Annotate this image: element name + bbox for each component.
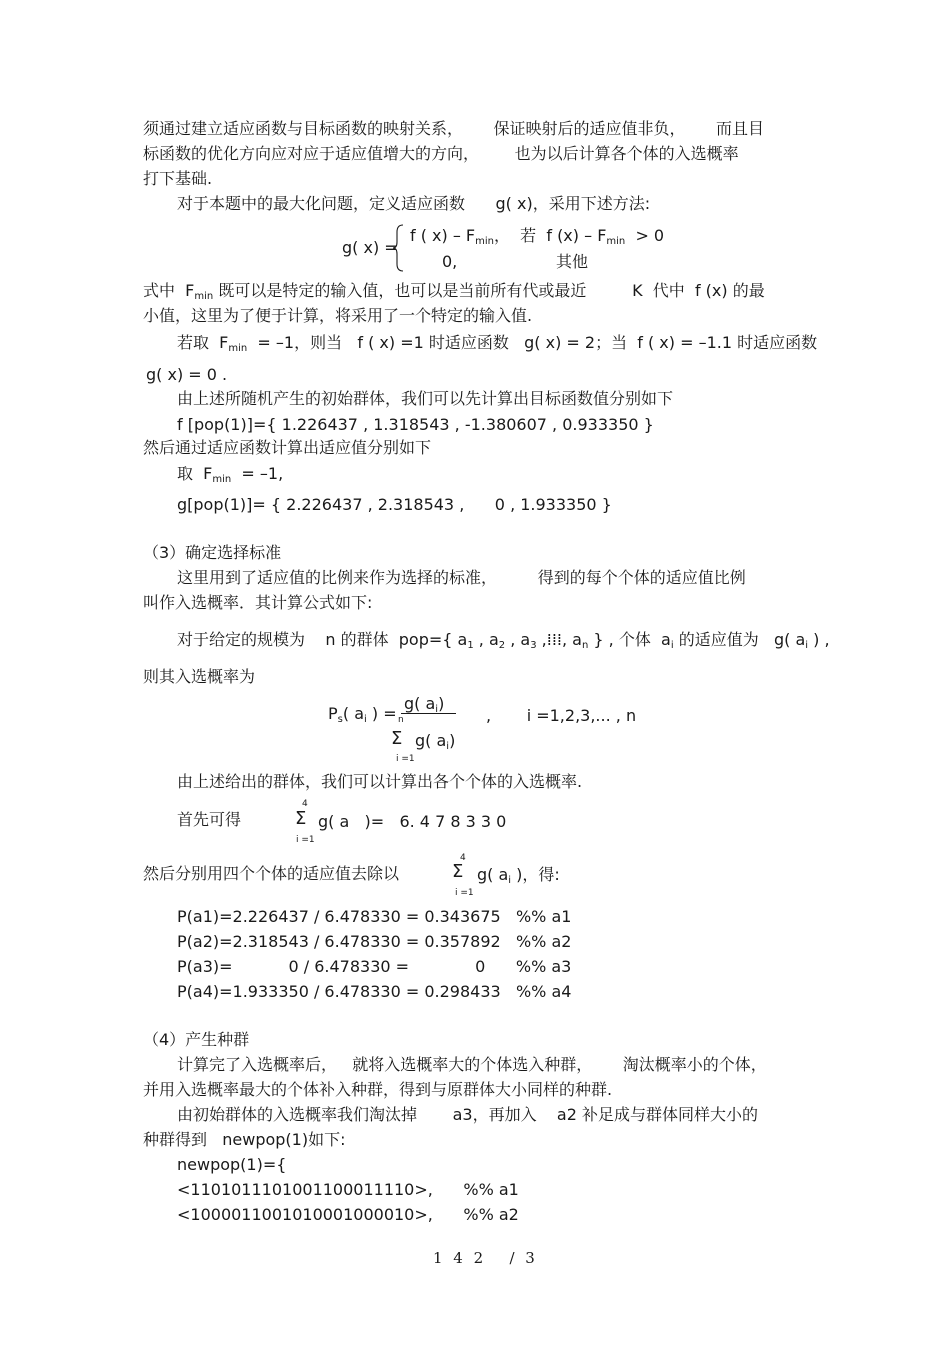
text-line: 标函数的优化方向应对应于适应值增大的方向， 也为以后计算各个体的入选概率 — [143, 144, 739, 163]
left-brace-icon — [392, 224, 404, 272]
section-heading: （3）确定选择标准 — [143, 543, 282, 562]
formula-lhs: $P_s$( $a_i$ ) = — [328, 704, 397, 725]
newpop-row: <1101011101001100011110>, %% a1 — [177, 1180, 519, 1199]
text-line: 式中 $F_{min}$ 既可以是特定的输入值，也可以是当前所有代或最近 K 代中 f (x) 的最 — [143, 281, 765, 302]
section-heading: （4）产生种群 — [143, 1030, 250, 1049]
sigma-icon: Σ — [391, 728, 403, 749]
formula-numerator: g( $a_i$) — [404, 694, 445, 715]
text-line: 取 $F_{min} = -1$, — [177, 464, 284, 485]
text-line: 这里用到了适应值的比例来作为选择的标准， 得到的每个个体的适应值比例 — [177, 568, 746, 587]
sum-lower-limit: i =1 — [396, 754, 415, 764]
sum-upper-limit: n — [398, 715, 404, 725]
prob-line: P(a1)=2.226437 / 6.478330 = 0.343675 %% a1 — [177, 907, 572, 926]
text-line: newpop(1)={ — [177, 1155, 287, 1174]
text-line: 并用入选概率最大的个体补入种群，得到与原群体大小同样的种群. — [143, 1080, 613, 1099]
formula-denominator: g( $a_i$) — [415, 731, 456, 752]
formula-case-2-cond: 其他 — [556, 252, 589, 271]
sigma-icon: Σ — [452, 861, 464, 882]
text-line: 对于给定的规模为 n 的群体 pop={ $a_1$ , $a_2$ , $a_3$ ,⁞⁞⁞, $a_n$ } , 个体 $a_i$ 的适应值为 g( $a_i$ ) , — [177, 630, 830, 651]
sum-upper-limit: 4 — [460, 853, 466, 863]
text-line: 首先可得 — [177, 810, 242, 829]
text-line: 然后分别用四个个体的适应值去除以 — [143, 864, 400, 883]
text-line: 由初始群体的入选概率我们淘汰掉 a3，再加入 a2 补足成与群体同样大小的 — [177, 1105, 759, 1124]
sum-upper-limit: 4 — [302, 799, 308, 809]
formula-lhs: g( x) = — [342, 238, 398, 257]
text-line: 由上述所随机产生的初始群体，我们可以先计算出目标函数值分别如下 — [177, 389, 674, 408]
text-line: 若取 $F_{min} = -1$，则当 f ( x) =1 时适应函数 g( x) = 2；当 f ( x) = –1.1 时适应函数 — [177, 333, 818, 354]
text-line: 计算完了入选概率后， 就将入选概率大的个体选入种群， 淘汰概率小的个体， — [177, 1055, 767, 1074]
text-line: 种群得到 newpop(1)如下: — [143, 1130, 346, 1149]
newpop-row: <1000011001010001000010>, %% a2 — [177, 1205, 519, 1224]
text-line: 打下基础. — [143, 169, 213, 188]
text-line: 对于本题中的最大化问题，定义适应函数 g( x)，采用下述方法: — [177, 194, 651, 213]
sigma-icon: Σ — [295, 808, 307, 829]
gpop-values: g[pop(1)]= { 2.226437 , 2.318543 , 0 , 1.933350 } — [177, 495, 612, 514]
formula-case-1: f ( $x) - F_{min}$， 若 f $(x) - F_{min} > 0$ — [410, 226, 665, 247]
formula-case-2-expr: 0, — [442, 252, 458, 271]
text-line: 小值，这里为了便于计算，将采用了一个特定的输入值. — [143, 306, 533, 325]
page-number: 1 4 2 / 3 — [433, 1249, 538, 1267]
prob-line: P(a2)=2.318543 / 6.478330 = 0.357892 %% a2 — [177, 932, 572, 951]
sum-lower-limit: i =1 — [455, 888, 474, 898]
fpop-values: f [pop(1)]={ 1.226437 , 1.318543 , -1.380607 , 0.933350 } — [177, 415, 654, 434]
text-line: 由上述给出的群体，我们可以计算出各个个体的入选概率. — [177, 772, 583, 791]
sum-value: g( a )= 6. 4 7 8 3 3 0 — [318, 812, 507, 831]
sum-lower-limit: i =1 — [296, 835, 315, 845]
formula-range: , i =1,2,3,... , n — [486, 706, 637, 725]
text-line: g( $a_i$ )，得: — [477, 865, 560, 886]
text-line: g( x) = 0 . — [146, 365, 228, 384]
text-line: 则其入选概率为 — [143, 667, 256, 686]
fraction-bar — [401, 713, 456, 714]
text-line: 须通过建立适应函数与目标函数的映射关系， 保证映射后的适应值非负， 而且目 — [143, 119, 765, 138]
text-line: 叫作入选概率．其计算公式如下: — [143, 593, 373, 612]
text-line: 然后通过适应函数计算出适应值分别如下 — [143, 438, 432, 457]
prob-line: P(a4)=1.933350 / 6.478330 = 0.298433 %% a4 — [177, 982, 572, 1001]
prob-line: P(a3)= 0 / 6.478330 = 0 %% a3 — [177, 957, 572, 976]
